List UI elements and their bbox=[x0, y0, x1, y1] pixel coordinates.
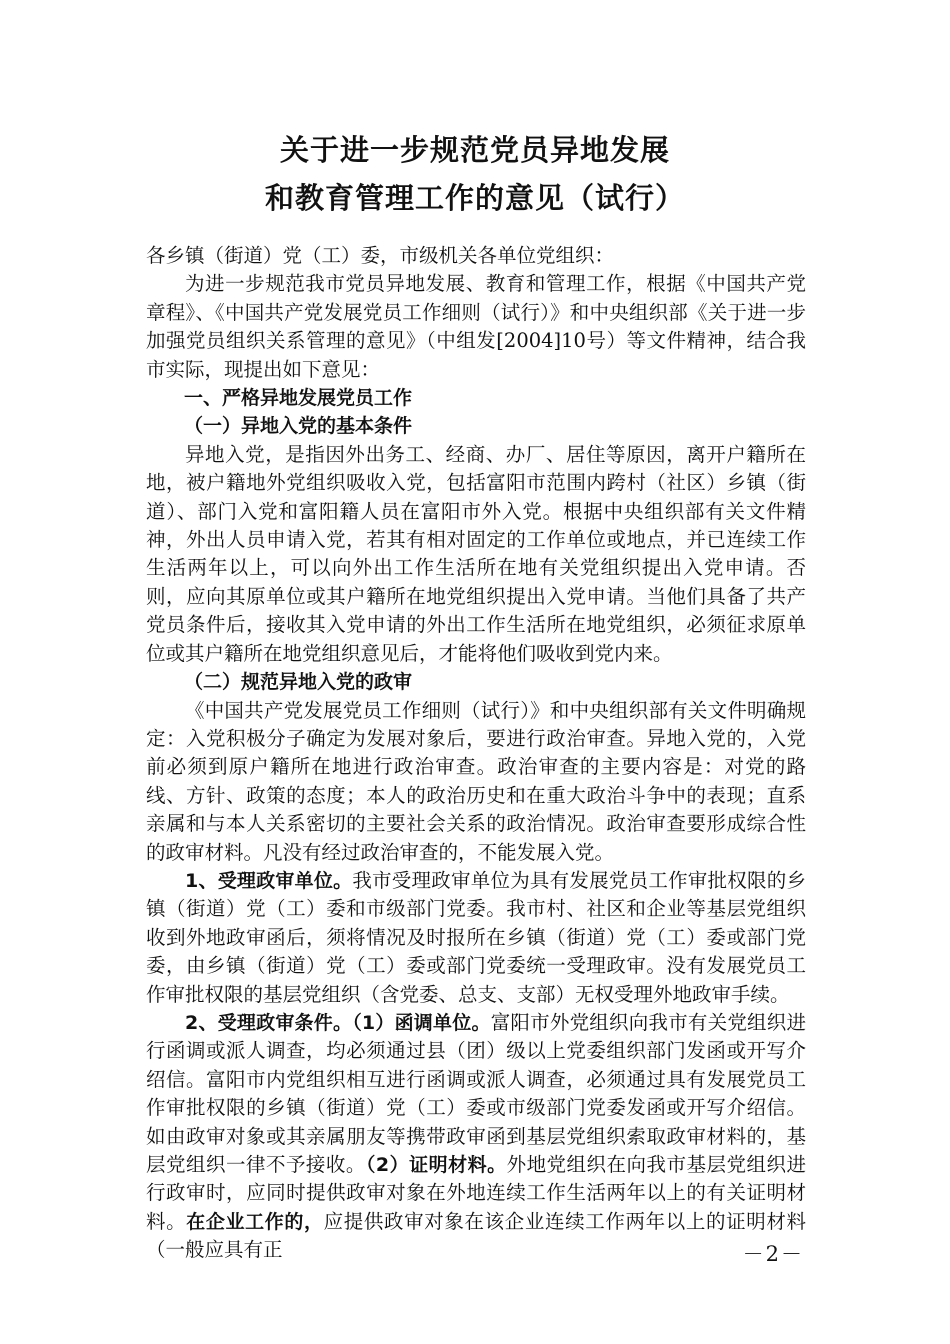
item-2-sub-3-text: 应提供政审对象在该企业连续工作两年以上的证明材料（一般应具有正 bbox=[146, 1209, 806, 1262]
item-2-sub-1-label: （1）函调单位。 bbox=[352, 1011, 491, 1034]
section-1-heading: 一、严格异地发展党员工作 bbox=[184, 387, 413, 410]
item-2-paragraph bbox=[146, 1009, 806, 1265]
item-2-sub-2-text: 外地党组织在向我市基层党组织进行政审时，应同时提供政审对象在外地连续工作生活两年以上的有关证明材料。 bbox=[146, 1153, 806, 1233]
document-body bbox=[146, 242, 806, 1265]
item-2-label: 2、受理政审条件。 bbox=[185, 1011, 353, 1034]
subsection-1-heading: （一）异地入党的基本条件 bbox=[184, 415, 413, 438]
document-title-line-2: 和教育管理工作的意见（试行） bbox=[264, 181, 685, 215]
subsection-2-heading: （二）规范异地入党的政审 bbox=[184, 671, 413, 694]
item-1-text: 我市受理政审单位为具有发展党员工作审批权限的乡镇（街道）党（工）委和市级部门党委。我市村、社区和企业等基层党组织收到外地政审函后，须将情况及时报所在乡镇（街道）党（工）委或部门党委，由乡镇（街道）党（工）委或部门党委统一受理政审。没有发展党员工作审批权限的基层党组织（含党委、总支、支部）无权受理外地政审手续。 bbox=[146, 868, 806, 1006]
intro-paragraph: 为进一步规范我市党员异地发展、教育和管理工作，根据《中国共产党章程》、《中国共产党发展党员工作细则（试行）》和中央组织部《关于进一步加强党员组织关系管理的意见》（中组发[2004]10号）等文件精神，结合我市实际，现提出如下意见： bbox=[146, 272, 806, 381]
salutation: 各乡镇（街道）党（工）委，市级机关各单位党组织： bbox=[146, 244, 615, 267]
page-number: －2－ bbox=[742, 1242, 804, 1266]
subsection-1-paragraph: 异地入党，是指因外出务工、经商、办厂、居住等原因，离开户籍所在地，被户籍地外党组织吸收入党，包括富阳市范围内跨村（社区）乡镇（街道）、部门入党和富阳籍人员在富阳市外入党。根据中央组织部有关文件精神，外出人员申请入党，若其有相对固定的工作单位或地点，并已连续工作生活两年以上，可以向外出工作生活所在地有关党组织提出入党申请。否则，应向其原单位或其户籍所在地党组织提出入党申请。当他们具备了共产党员条件后，接收其入党申请的外出工作生活所在地党组织，必须征求原单位或其户籍所在地党组织意见后，才能将他们吸收到党内来。 bbox=[146, 442, 806, 665]
subsection-2-paragraph: 《中国共产党发展党员工作细则（试行）》和中央组织部有关文件明确规定：入党积极分子确定为发展对象后，要进行政治审查。异地入党的，入党前必须到原户籍所在地进行政治审查。政治审查的主要内容是：对党的路线、方针、政策的态度；本人的政治历史和在重大政治斗争中的表现；直系亲属和与本人关系密切的主要社会关系的政治情况。政治审查要形成综合性的政审材料。凡没有经过政治审查的，不能发展入党。 bbox=[146, 698, 806, 864]
item-2-sub-2-label: （2）证明材料。 bbox=[365, 1154, 507, 1176]
item-1-label: 1、受理政审单位。 bbox=[185, 869, 353, 892]
item-1-paragraph bbox=[146, 867, 806, 1009]
item-2-sub-1-text: 富阳市外党组织向我市有关党组织进行函调或派人调查，均必须通过县（团）级以上党委组织部门发函或开写介绍信。富阳市内党组织相互进行函调或派人调查，必须通过具有发展党员工作审批权限的乡镇（街道）党（工）委或市级部门党委发函或开写介绍信。如由政审对象或其亲属朋友等携带政审函到基层党组织索取政审材料的，基层党组织一律不予接收。 bbox=[146, 1010, 806, 1176]
document-title-line-1: 关于进一步规范党员异地发展 bbox=[279, 133, 670, 167]
item-2-sub-3-label: 在企业工作的， bbox=[186, 1210, 324, 1233]
